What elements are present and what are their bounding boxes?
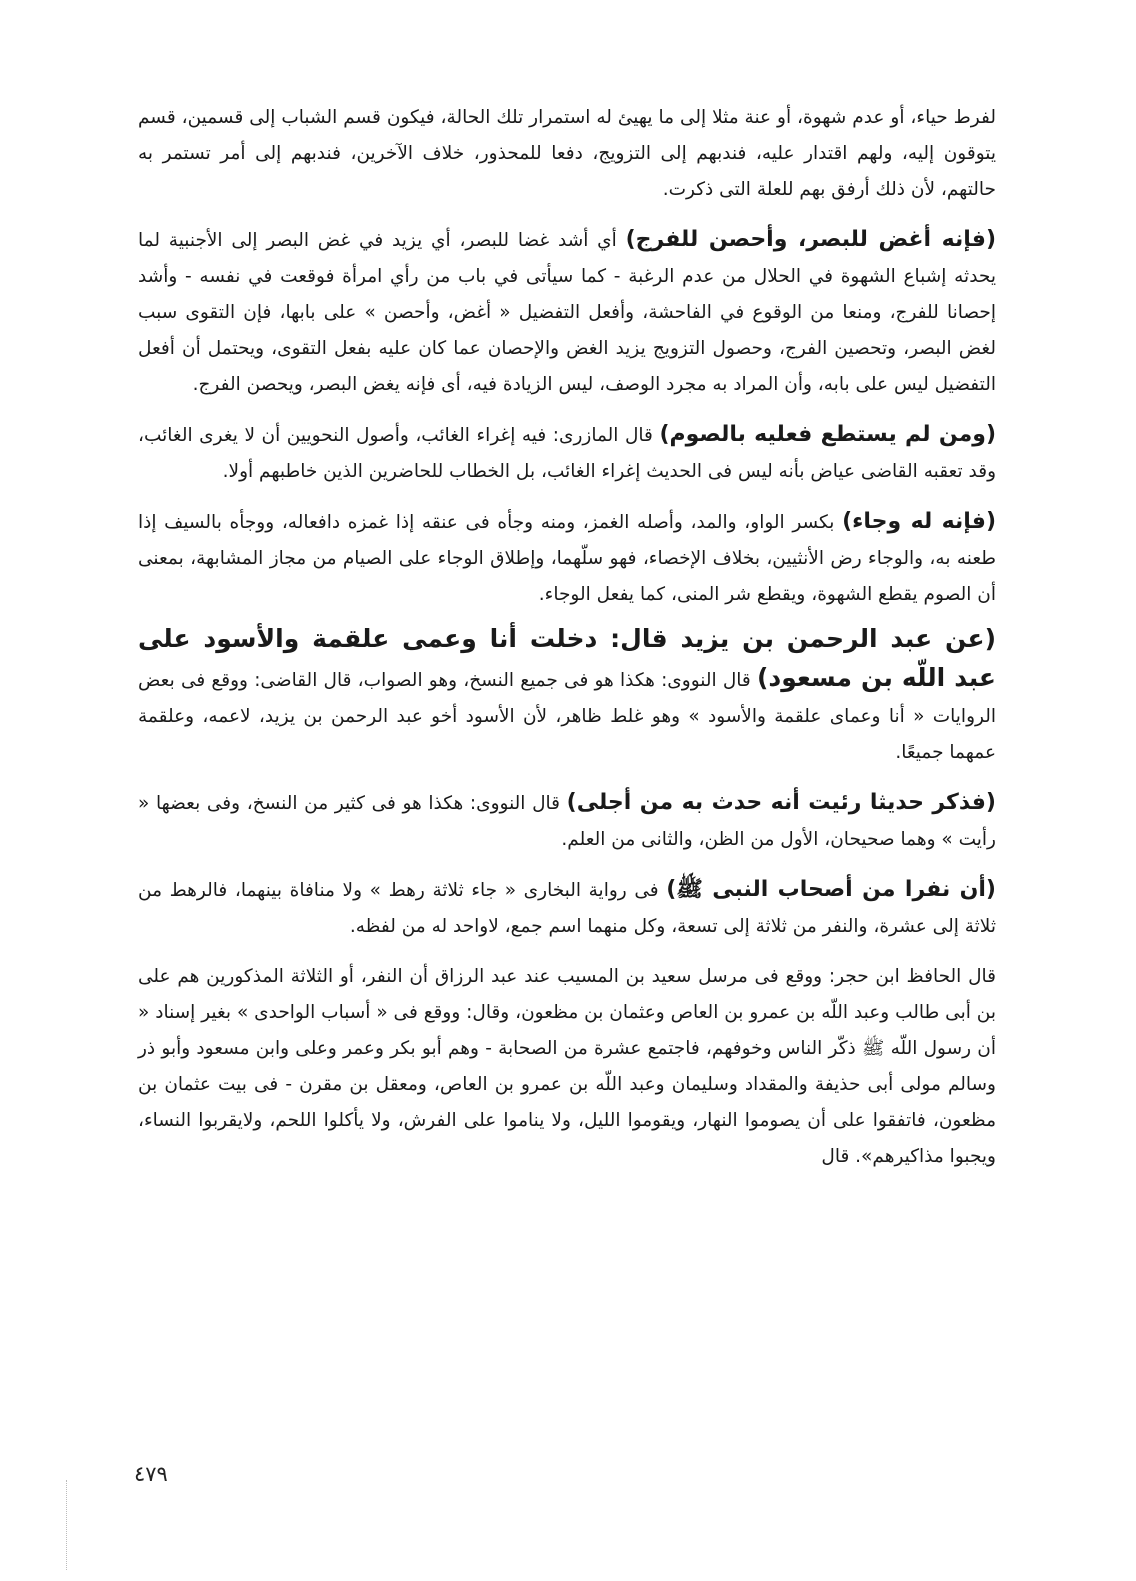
paragraph-2 <box>138 222 996 403</box>
lemma-heading: (أن نفرا من أصحاب النبى ﷺ) <box>666 877 996 902</box>
scan-margin-mark <box>66 1480 69 1570</box>
paragraph-6 <box>138 785 996 858</box>
paragraph-text: قال الحافظ ابن حجر: ووقع فى مرسل سعيد بن المسيب عند عبد الرزاق أن النفر، أو الثلاثة المذكورين هم على بن أبى طالب وعبد اللّه بن عمرو بن العاص وعثمان بن مظعون، وقال: ووقع فى « أسباب الواحدى » بغير إسناد « أن رسول اللّه ﷺ ذكّر الناس وخوفهم، فاجتمع عشرة من الصحابة - وهم أبو بكر وعمر وعلى وابن مسعود وأبو ذر وسالم مولى أبى حذيفة والمقداد وسليمان وعبد اللّه بن عمرو بن العاص، ومعقل بن مقرن - فى بيت عثمان بن مظعون، فاتفقوا على أن يصوموا النهار، ويقوموا الليل، ولا يناموا على الفرش، ولا يأكلوا اللحم، ولايقربوا النساء، ويجبوا مذاكيرهم». قال <box>138 966 996 1167</box>
lemma-heading: (عن عبد الرحمن بن يزيد قال: دخلت أنا وعمى علقمة والأسود على عبد اللّه بن مسعود) <box>138 624 996 692</box>
paragraph-text: أي أشد غضا للبصر، أي يزيد في غض البصر إلى الأجنبية لما يحدثه إشباع الشهوة في الحلال من عدم الرغبة - كما سيأتى في باب من رأي امرأة فوقعت في نفسه - وأشد إحصانا للفرج، ومنعا من الوقوع في الفاحشة، وأفعل التفضيل « أغض، وأحصن » على بابها، فإن التقوى سبب لغض البصر، وتحصين الفرج، وحصول التزويج يزيد الغض والإحصان عما كان عليه بفعل التقوى، ويحتمل أن أفعل التفضيل ليس على بابه، وأن المراد به مجرد الوصف، ليس الزيادة فيه، أى فإنه يغض البصر، ويحصن الفرج. <box>138 230 996 395</box>
paragraph-text: بكسر الواو، والمد، وأصله الغمز، ومنه وجأه فى عنقه إذا غمزه دافعاله، ووجأه بالسيف إذا طعنه به، والوجاء رض الأنثيين، بخلاف الإخصاء، فهو سلّهما، وإطلاق الوجاء على الصيام من مجاز المشابهة، بمعنى أن الصوم يقطع الشهوة، ويقطع شر المنى، كما يفعل الوجاء. <box>138 512 996 605</box>
paragraph-text: قال النووى: هكذا هو فى جميع النسخ، وهو الصواب، قال القاضى: ووقع فى بعض الروايات « أنا وعماى علقمة والأسود » وهو غلط ظاهر، لأن الأسود أخو عبد الرحمن بن يزيد، لاعمه، وعلقمة عمهما جميعًا. <box>138 670 996 763</box>
lemma-heading: (فإنه أغض للبصر، وأحصن للفرج) <box>625 227 997 252</box>
paragraph-text: لفرط حياء، أو عدم شهوة، أو عنة مثلا إلى ما يهيئ له استمرار تلك الحالة، فيكون قسم الشباب إلى قسمين، قسم يتوقون إليه، ولهم اقتدار عليه، فندبهم إلى التزويج، دفعا للمحذور، خلاف الآخرين، فندبهم إلى أمر تستمر به حالتهم، لأن ذلك أرفق بهم للعلة التى ذكرت. <box>138 107 996 200</box>
paragraph-7 <box>138 872 996 945</box>
paragraph-text: قال النووى: هكذا هو فى كثير من النسخ، وفى بعضها « رأيت » وهما صحيحان، الأول من الظن، والثانى من العلم. <box>138 793 996 850</box>
lemma-heading: (فذكر حديثا رئيت أنه حدث به من أجلى) <box>566 790 996 815</box>
paragraph-1 <box>138 100 996 208</box>
lemma-heading: (ومن لم يستطع فعليه بالصوم) <box>659 422 996 447</box>
page-number: ٤٧٩ <box>134 1462 168 1486</box>
paragraph-text: قال المازرى: فيه إغراء الغائب، وأصول النحويين أن لا يغرى الغائب، وقد تعقبه القاضى عياض بأنه ليس فى الحديث إغراء الغائب، بل الخطاب للحاضرين الذين خاطبهم أولا. <box>138 425 996 482</box>
lemma-heading: (فإنه له وجاء) <box>842 509 997 534</box>
paragraph-8 <box>138 959 996 1175</box>
paragraph-3 <box>138 417 996 490</box>
paragraph-text: فى رواية البخارى « جاء ثلاثة رهط » ولا منافاة بينهما، فالرهط من ثلاثة إلى عشرة، والنفر من ثلاثة إلى تسعة، وكل منهما اسم جمع، لاواحد له من لفظه. <box>138 880 996 937</box>
paragraph-4 <box>138 504 996 613</box>
paragraph-5 <box>138 621 996 771</box>
page-body <box>138 100 996 1189</box>
